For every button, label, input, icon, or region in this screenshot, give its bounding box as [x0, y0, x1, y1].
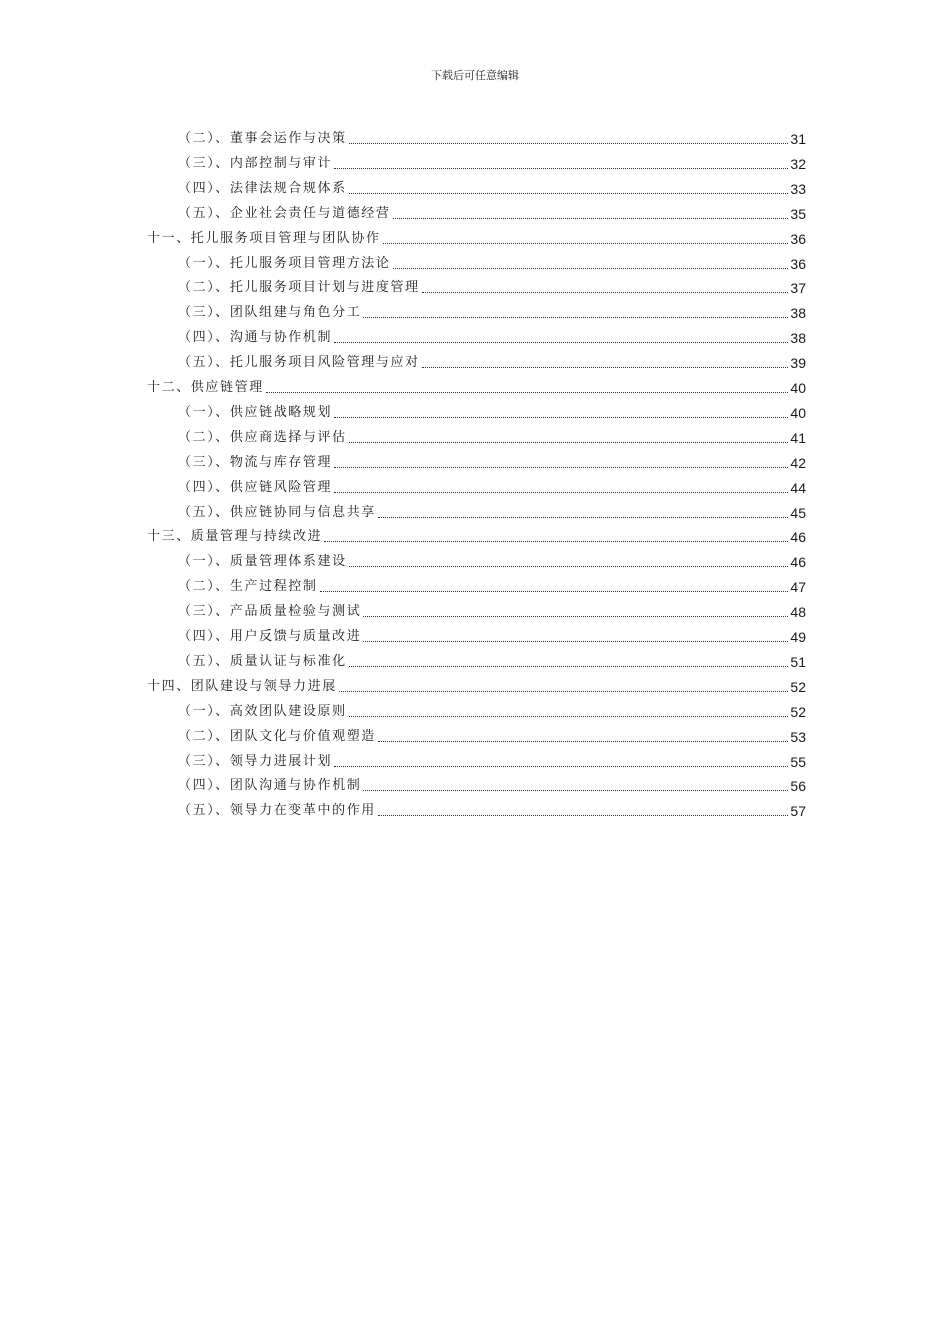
toc-dot-leader	[334, 765, 788, 767]
toc-dot-leader	[349, 565, 789, 567]
toc-entry-title: 十一、托儿服务项目管理与团队协作	[147, 230, 381, 246]
toc-entry[interactable]	[178, 400, 806, 422]
toc-entry-title: 十三、质量管理与持续改进	[147, 529, 323, 545]
toc-entry-title: （三）、领导力进展计划	[178, 753, 333, 769]
toc-entry-title: （五）、托儿服务项目风险管理与应对	[178, 355, 420, 371]
toc-entry[interactable]	[178, 724, 806, 746]
toc-dot-leader	[363, 615, 788, 617]
toc-page-number: 53	[790, 728, 806, 745]
toc-entry[interactable]	[147, 524, 806, 546]
toc-page-number: 31	[790, 131, 806, 147]
toc-entry-title: （二）、托儿服务项目计划与进度管理	[178, 280, 420, 296]
toc-page-number: 55	[790, 753, 806, 770]
toc-page-number: 36	[790, 255, 806, 272]
toc-page-number: 35	[790, 205, 806, 222]
toc-dot-leader	[334, 167, 788, 169]
toc-dot-leader	[334, 466, 788, 468]
toc-entry[interactable]	[178, 475, 806, 497]
toc-entry-title: 十四、团队建设与领导力进展	[147, 678, 337, 694]
toc-page-number: 36	[790, 230, 806, 247]
toc-dot-leader	[422, 366, 789, 368]
toc-entry[interactable]	[178, 649, 806, 671]
toc-dot-leader	[339, 690, 789, 692]
toc-entry[interactable]	[178, 201, 806, 223]
toc-entry-title: （四）、沟通与协作机制	[178, 330, 333, 346]
toc-dot-leader	[378, 814, 789, 816]
toc-entry-title: （三）、内部控制与审计	[178, 155, 333, 171]
toc-entry-title: （二）、团队文化与价值观塑造	[178, 728, 376, 744]
toc-entry[interactable]	[178, 500, 806, 522]
toc-dot-leader	[334, 491, 788, 493]
toc-entry-title: （四）、法律法规合规体系	[178, 180, 347, 196]
toc-entry-title: 十二、供应链管理	[147, 380, 264, 395]
toc-entry-title: （四）、供应链风险管理	[178, 479, 333, 495]
toc-dot-leader	[266, 391, 789, 393]
toc-entry[interactable]	[178, 176, 806, 198]
toc-dot-leader	[393, 217, 789, 219]
page-header: 下载后可任意编辑	[431, 69, 519, 82]
toc-page-number: 45	[790, 504, 806, 521]
toc-entry-title: （四）、用户反馈与质量改进	[178, 629, 362, 644]
toc-page-number: 41	[790, 429, 806, 446]
toc-dot-leader	[383, 242, 789, 244]
toc-page-number: 42	[790, 454, 806, 471]
toc-dot-leader	[378, 740, 789, 742]
toc-entry[interactable]	[178, 574, 806, 596]
toc-dot-leader	[334, 416, 788, 418]
toc-page-number: 49	[790, 629, 806, 645]
toc-entry-title: （四）、团队沟通与协作机制	[178, 778, 362, 794]
toc-page-number: 40	[790, 380, 806, 396]
toc-entry-title: （二）、董事会运作与决策	[178, 131, 347, 146]
toc-page-number: 48	[790, 604, 806, 621]
toc-entry[interactable]	[178, 798, 806, 820]
toc-entry[interactable]	[178, 425, 806, 447]
toc-dot-leader	[363, 316, 788, 318]
toc-entry[interactable]	[178, 773, 806, 795]
toc-dot-leader	[363, 789, 788, 791]
toc-entry[interactable]	[178, 350, 806, 372]
toc-entry[interactable]	[178, 275, 806, 297]
toc-dot-leader	[378, 516, 789, 518]
toc-entry-title: （一）、高效团队建设原则	[178, 703, 347, 719]
toc-page-number: 52	[790, 703, 806, 720]
toc-dot-leader	[349, 441, 789, 443]
toc-entry-title: （三）、团队组建与角色分工	[178, 305, 362, 321]
toc-entry[interactable]	[178, 699, 806, 721]
toc-entry-title: （二）、生产过程控制	[178, 579, 318, 595]
toc-page-number: 37	[790, 280, 806, 297]
toc-dot-leader	[320, 590, 789, 592]
toc-dot-leader	[349, 192, 789, 194]
toc-page-number: 57	[790, 803, 806, 820]
toc-page-number: 46	[790, 529, 806, 546]
toc-entry[interactable]	[147, 226, 806, 248]
toc-entry[interactable]	[178, 624, 806, 646]
toc-page-number: 47	[790, 579, 806, 596]
toc-entry-title: （一）、质量管理体系建设	[178, 554, 347, 570]
toc-dot-leader	[349, 715, 789, 717]
toc-page-number: 40	[790, 404, 806, 421]
toc-dot-leader	[422, 291, 789, 293]
toc-entry[interactable]	[178, 749, 806, 771]
toc-entry[interactable]	[178, 151, 806, 173]
toc-entry-title: （五）、领导力在变革中的作用	[178, 803, 376, 819]
toc-entry-title: （一）、托儿服务项目管理方法论	[178, 255, 391, 271]
toc-entry[interactable]	[178, 549, 806, 571]
toc-entry-title: （五）、供应链协同与信息共享	[178, 504, 376, 520]
toc-page-number: 38	[790, 305, 806, 322]
toc-page-number: 38	[790, 330, 806, 347]
toc-page-number: 44	[790, 479, 806, 496]
toc-page-number: 46	[790, 554, 806, 571]
toc-page-number: 52	[790, 678, 806, 695]
toc-entry[interactable]	[147, 674, 806, 696]
toc-entry[interactable]	[178, 126, 806, 148]
toc-entry[interactable]	[178, 325, 806, 347]
toc-entry-title: （五）、质量认证与标准化	[178, 653, 347, 669]
toc-dot-leader	[324, 540, 788, 542]
toc-page-number: 32	[790, 155, 806, 172]
toc-dot-leader	[349, 142, 789, 144]
toc-entry-title: （一）、供应链战略规划	[178, 404, 333, 420]
toc-entry[interactable]	[178, 450, 806, 472]
toc-entry[interactable]	[178, 300, 806, 322]
toc-entry-title: （二）、供应商选择与评估	[178, 429, 347, 445]
toc-entry[interactable]	[178, 251, 806, 273]
toc-entry[interactable]	[178, 599, 806, 621]
toc-page-number: 33	[790, 180, 806, 197]
toc-dot-leader	[334, 341, 788, 343]
toc-page-number: 56	[790, 778, 806, 795]
toc-page-number: 51	[790, 653, 806, 670]
toc-dot-leader	[393, 267, 789, 269]
toc-page-number: 39	[790, 355, 806, 372]
toc-dot-leader	[363, 640, 788, 642]
toc-dot-leader	[349, 665, 789, 667]
toc-entry-title: （五）、企业社会责任与道德经营	[178, 205, 391, 221]
toc-entry-title: （三）、产品质量检验与测试	[178, 604, 362, 620]
toc-entry[interactable]	[147, 375, 806, 397]
toc-entry-title: （三）、物流与库存管理	[178, 454, 333, 470]
